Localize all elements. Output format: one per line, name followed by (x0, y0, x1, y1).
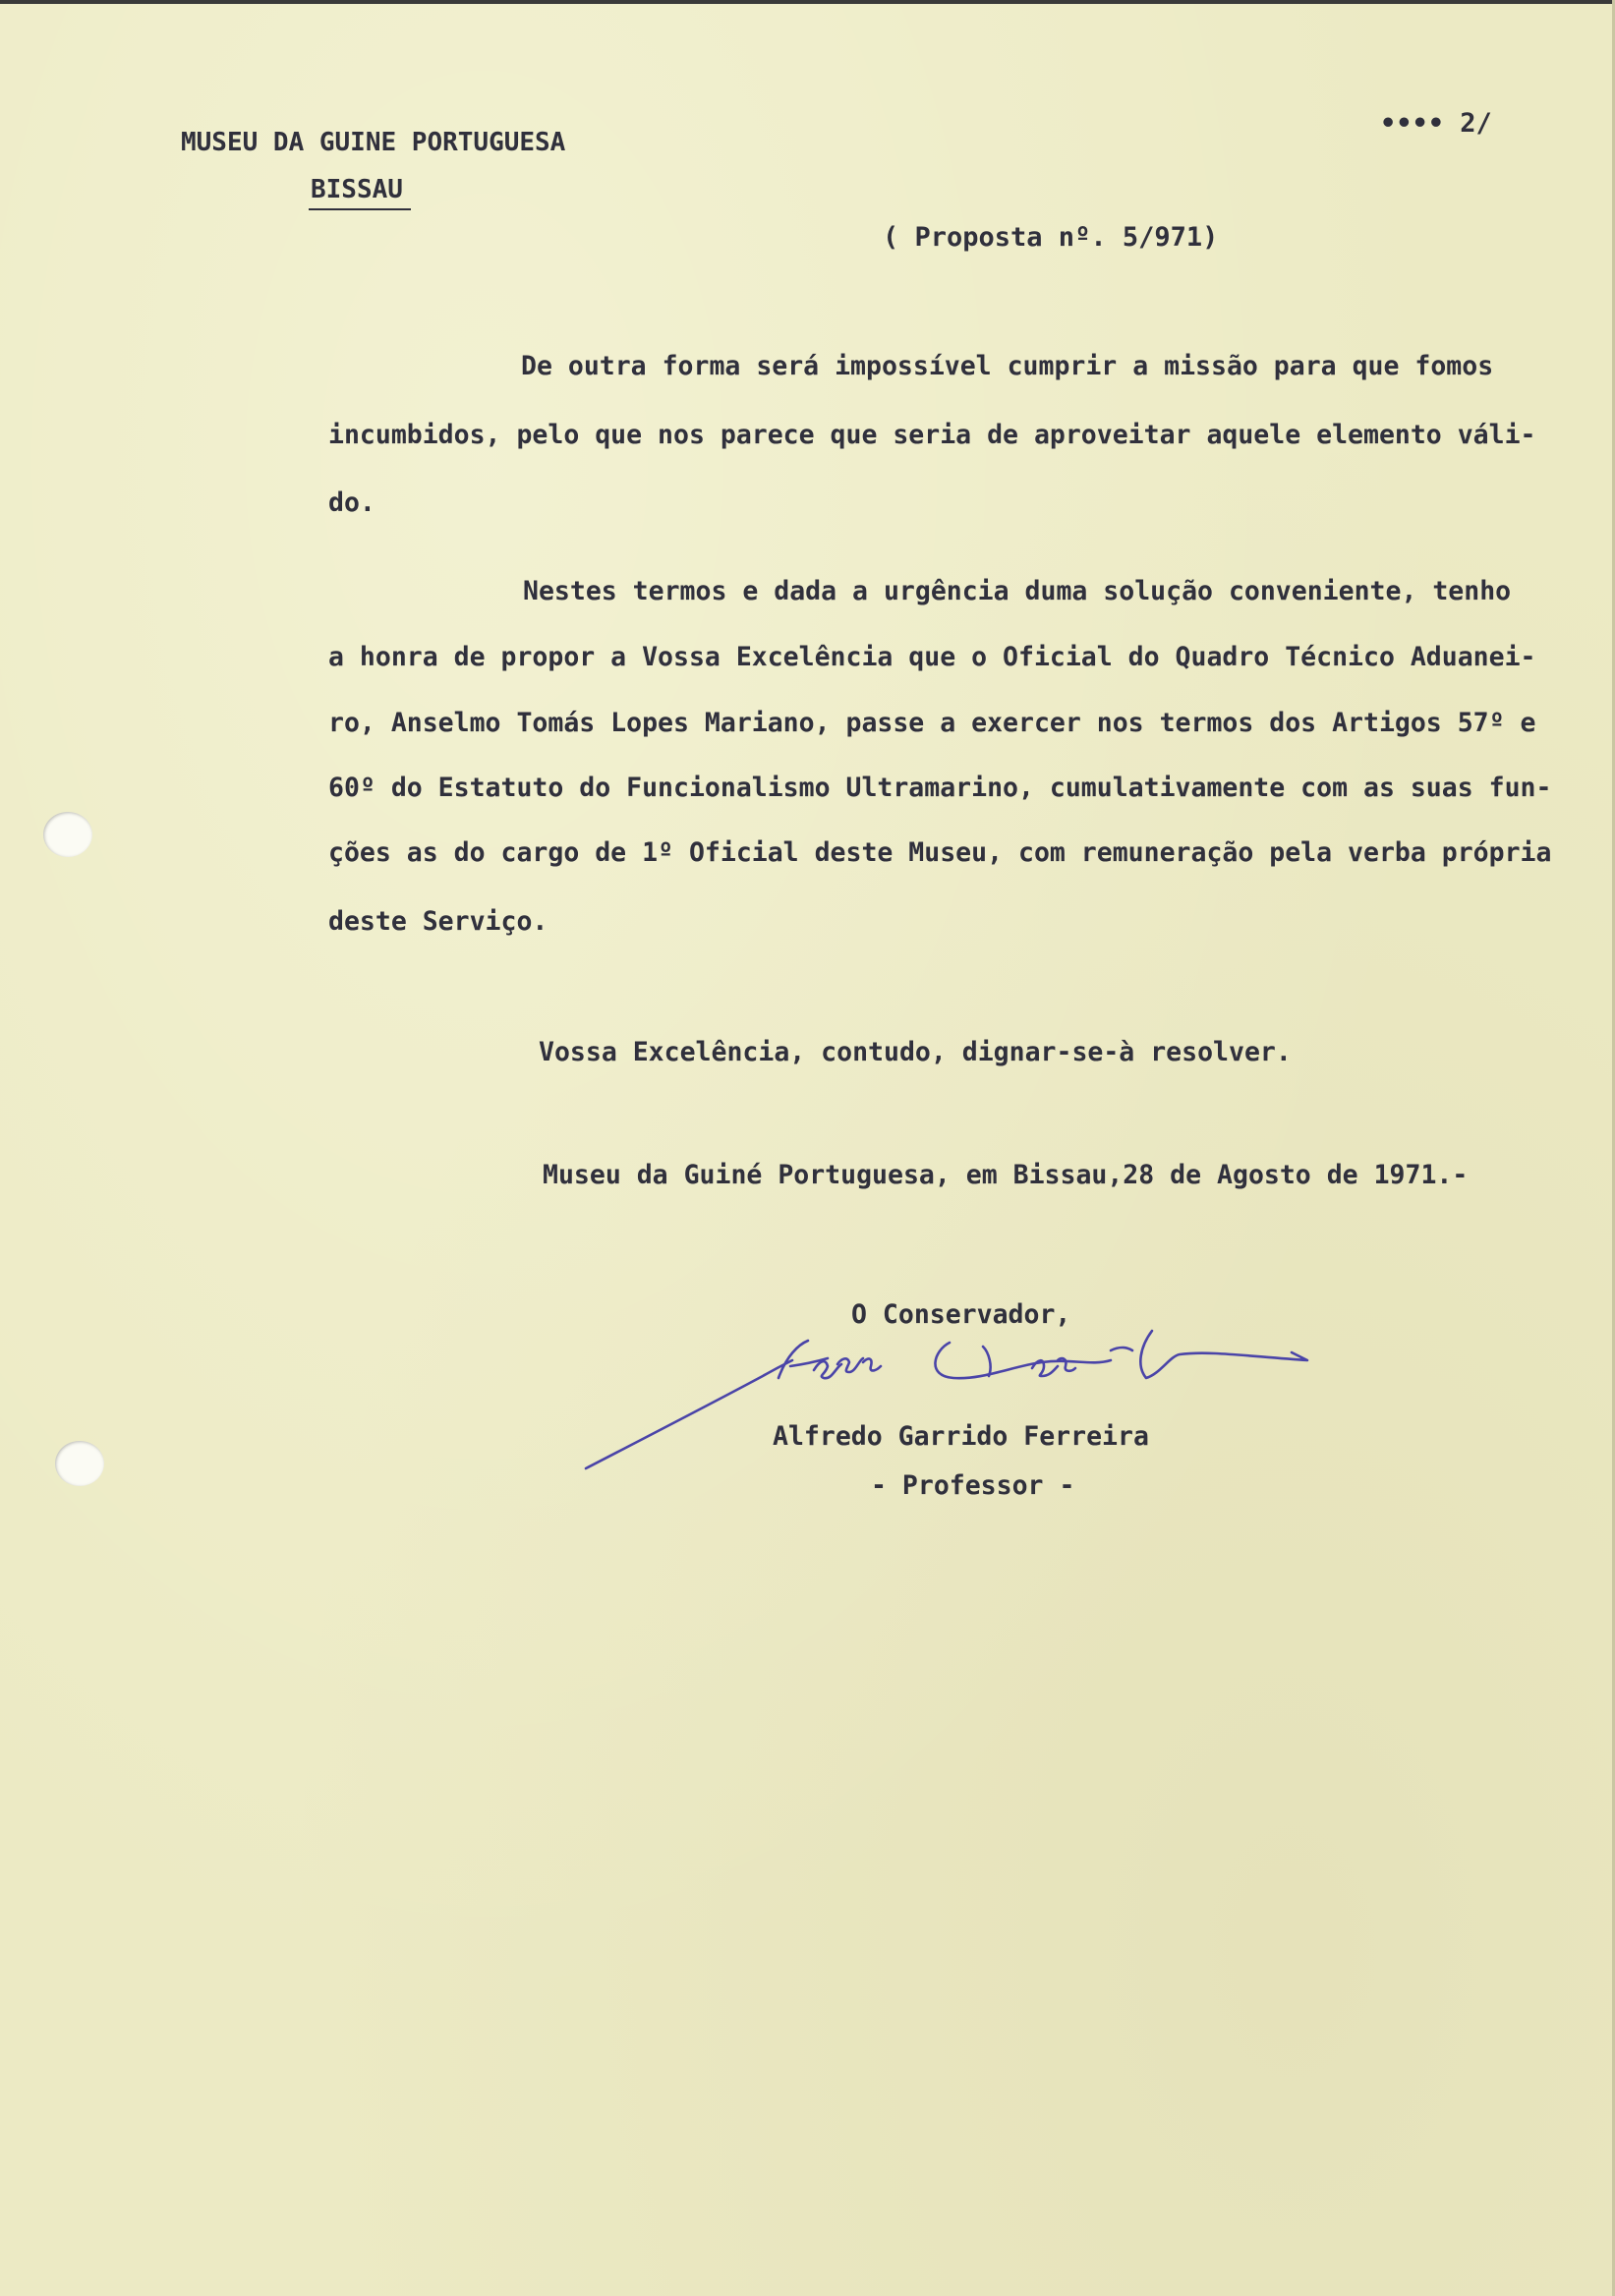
body-line: deste Serviço. (328, 906, 548, 937)
institution-name: MUSEU DA GUINE PORTUGUESA (181, 128, 566, 157)
body-line: ro, Anselmo Tomás Lopes Mariano, passe a exercer nos termos dos Artigos 57º e (328, 708, 1536, 738)
body-line: Nestes termos e dada a urgência duma solução conveniente, tenho (523, 576, 1512, 606)
institution-city: BISSAU (311, 175, 403, 204)
page-reference: •••• 2/ (1380, 108, 1492, 139)
proposal-reference: ( Proposta nº. 5/971) (883, 222, 1219, 253)
body-line: De outra forma será impossível cumprir a missão para que fomos (521, 351, 1494, 381)
body-line: a honra de propor a Vossa Excelência que o Oficial do Quadro Técnico Aduanei- (328, 642, 1536, 672)
signatory-role: O Conservador, (851, 1299, 1071, 1330)
body-line: incumbidos, pelo que nos parece que seria de aproveitar aquele elemento váli- (328, 420, 1536, 450)
body-line: do. (328, 488, 375, 518)
signatory-title: - Professor - (871, 1470, 1075, 1501)
closing-line: Vossa Excelência, contudo, dignar-se-à resolver. (539, 1037, 1292, 1067)
handwritten-signature (580, 1288, 1327, 1484)
signatory-name: Alfredo Garrido Ferreira (773, 1421, 1149, 1452)
place-date-line: Museu da Guiné Portuguesa, em Bissau,28 de Agosto de 1971.- (543, 1160, 1469, 1190)
city-underline (309, 208, 411, 210)
punch-hole-upper (43, 812, 92, 857)
page-top-edge (0, 0, 1615, 4)
body-line: 60º do Estatuto do Funcionalismo Ultramarino, cumulativamente com as suas fun- (328, 773, 1552, 803)
body-line: ções as do cargo de 1º Oficial deste Museu, com remuneração pela verba própria (328, 837, 1552, 868)
punch-hole-lower (55, 1441, 104, 1486)
